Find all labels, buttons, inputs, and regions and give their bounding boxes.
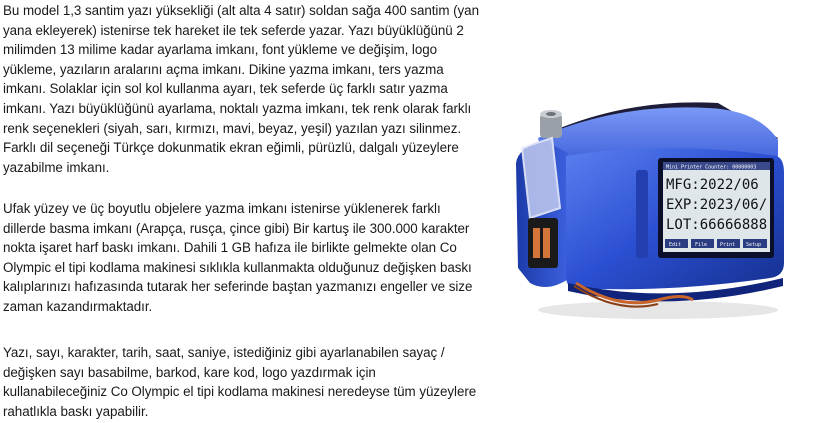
screen-header: Mini Printer Counter: 00000003 xyxy=(666,164,757,171)
screen-line-2: EXP:2023/06/ xyxy=(666,197,768,213)
screen-setup-button: Setup xyxy=(746,242,762,248)
screen-file-button: File xyxy=(695,242,708,248)
handheld-printer-image xyxy=(508,78,798,323)
paragraph-1: Bu model 1,3 santim yazı yüksekliği (alt alta 4 satır) soldan sağa 400 santim (yan yana ekleyerek) istenirse tek hareket ile tek seferde yazar. Yazı büyüklüğünü 2 milimden 13 milime kadar ayarlama imkanı, font yükleme ve değişim, logo yükleme, yazıların aralarını açma imkanı. Dikine yazma imkanı, ters yazma imkanı. Solaklar için sol kol kullanma ayarı, tek seferde üç farklı satır yazma imkanı. Yazı büyüklüğünü ayarlama, noktalı yazma imkanı, tek renk olarak farklı renk seçenekleri (siyah, sarı, kırmızı, mavi, beyaz, yeşil) yazılan yazı silinmez. Farklı dil seçeneği Türkçe dokunmatik ekran eğimli, pürüzlü, dalgalı yüzeylere yazabilme imkanı. xyxy=(3,3,479,175)
paragraph-2: Ufak yüzey ve üç boyutlu objelere yazma imkanı istenirse yüklenerek farklı dillerde basma imkanı (Arapça, rusça, çince gibi) Bir kartuş ile 300.000 karakter nokta işaret harf baskı imkanı. Dahili 1 GB hafıza ile birlikte gelmekte olan Co Olympic el tipi kodlama makinesi sıklıkla kullanmakta olduğunuz değişken baskı kalıplarınızı hafızasında tutarak her seferinde baştan yazmanızı engeller ve size zaman kazandırmaktadır. xyxy=(3,201,473,314)
paragraph-3: Yazı, sayı, karakter, tarih, saat, saniye, istediğiniz gibi ayarlanabilen sayaç / değişken sayı basabilme, barkod, kare kod, logo yazdırmak için kullanabileceğiniz Co Olympic el tipi kodlama makinesi neredeyse tüm yüzeylere rahatlıkla baskı yapabilir. xyxy=(3,345,477,419)
screen-print-button: Print xyxy=(720,242,736,248)
screen-edit-button: Edit xyxy=(669,242,682,248)
screen-line-3: LOT:66666888 xyxy=(666,217,768,233)
screen-line-1: MFG:2022/06 xyxy=(666,177,759,193)
